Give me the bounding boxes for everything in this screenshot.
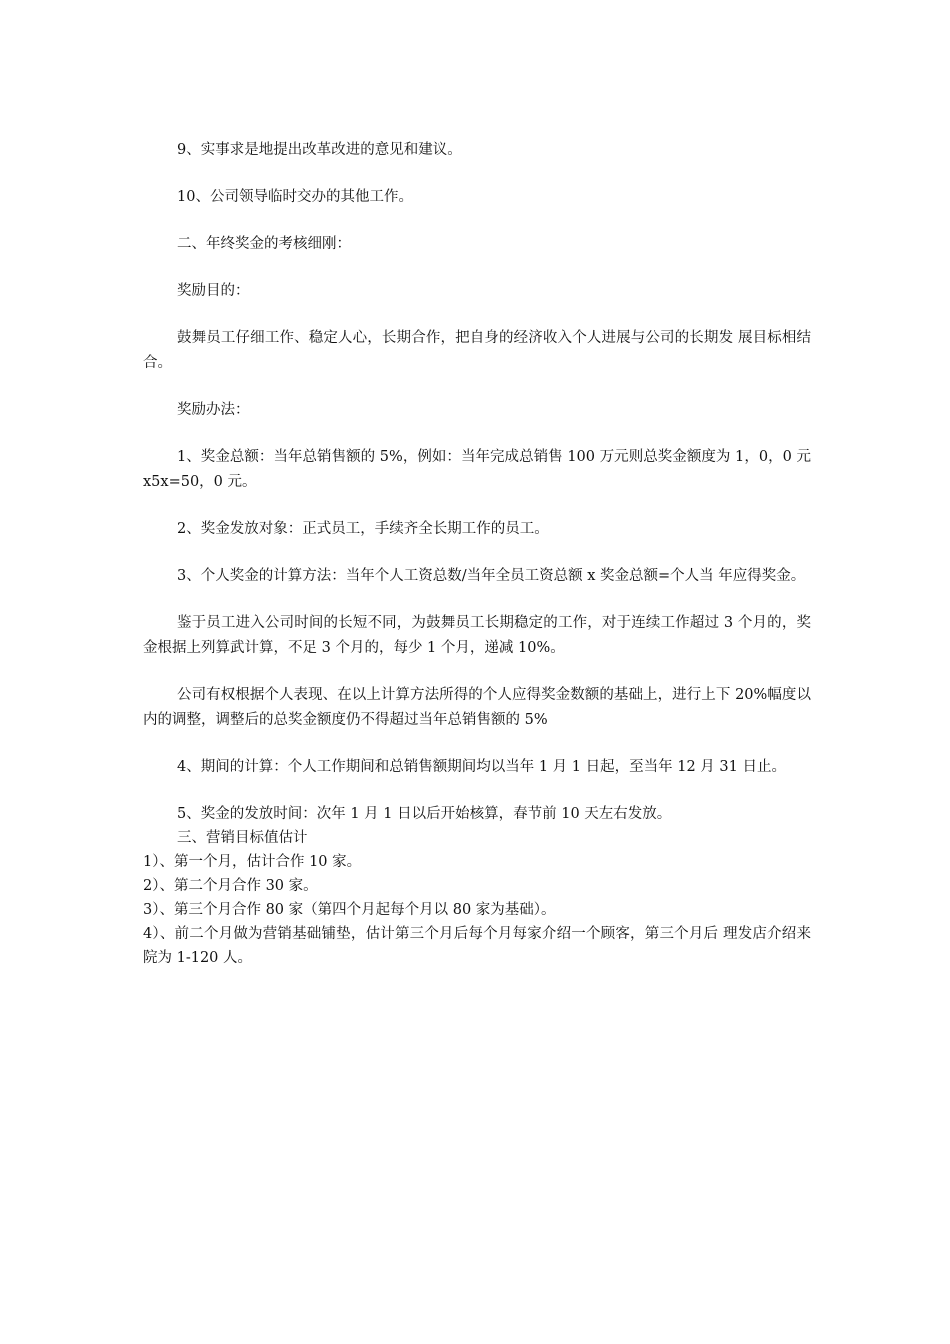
target-item-3: 3）、第三个月合作 80 家（第四个月起每个月以 80 家为基础）。	[143, 902, 556, 918]
target-item-4: 4）、前二个月做为营销基础铺垫，估计第三个月后每个月每家介绍一个顾客，第三个月后 理发店介绍来院为 1-120 人。	[143, 926, 811, 966]
paragraph-tenure-rule: 鉴于员工进入公司时间的长短不同，为鼓舞员工长期稳定的工作，对于连续工作超过 3 个月的，奖金根据上列算武计算，不足 3 个月的，每少 1 个月，递减 10%。	[143, 615, 811, 656]
paragraph-reward-purpose: 鼓舞员工仔细工作、稳定人心，长期合作，把自身的经济收入个人进展与公司的长期发 展目标相结合。	[143, 330, 811, 371]
paragraph-bonus-total: 1、奖金总额：当年总销售额的 5%，例如：当年完成总销售 100 万元则总奖金额度为 1，0，0 元 x5x=50，0 元。	[143, 449, 811, 490]
paragraph-bonus-recipients: 2、奖金发放对象：正式员工，手续齐全长期工作的员工。	[177, 521, 549, 537]
section-heading-3: 三、营销目标值估计	[177, 830, 308, 846]
document-page	[143, 138, 811, 970]
list-item-10: 10、公司领导临时交办的其他工作。	[177, 189, 413, 205]
paragraph-payment-time: 5、奖金的发放时间：次年 1 月 1 日以后开始核算，春节前 10 天左右发放。	[177, 806, 672, 822]
paragraph-period-calculation: 4、期间的计算：个人工作期间和总销售额期间均以当年 1 月 1 日起，至当年 12 月 31 日止。	[177, 759, 786, 775]
list-item-9: 9、实事求是地提出改革改进的意见和建议。	[177, 142, 462, 158]
subheading-reward-purpose: 奖励目的：	[177, 283, 250, 299]
paragraph-bonus-calculation: 3、个人奖金的计算方法：当年个人工资总数/当年全员工资总额 x 奖金总额=个人当 年应得奖金。	[177, 568, 806, 584]
target-item-2: 2）、第二个月合作 30 家。	[143, 878, 318, 894]
section-heading-2: 二、年终奖金的考核细刚：	[177, 236, 351, 252]
target-item-1: 1）、第一个月，估计合作 10 家。	[143, 854, 362, 870]
paragraph-adjustment-rule: 公司有权根据个人表现、在以上计算方法所得的个人应得奖金数额的基础上，进行上下 20%幅度以内的调整，调整后的总奖金额度仍不得超过当年总销售额的 5%	[143, 687, 811, 728]
subheading-reward-method: 奖励办法：	[177, 402, 250, 418]
